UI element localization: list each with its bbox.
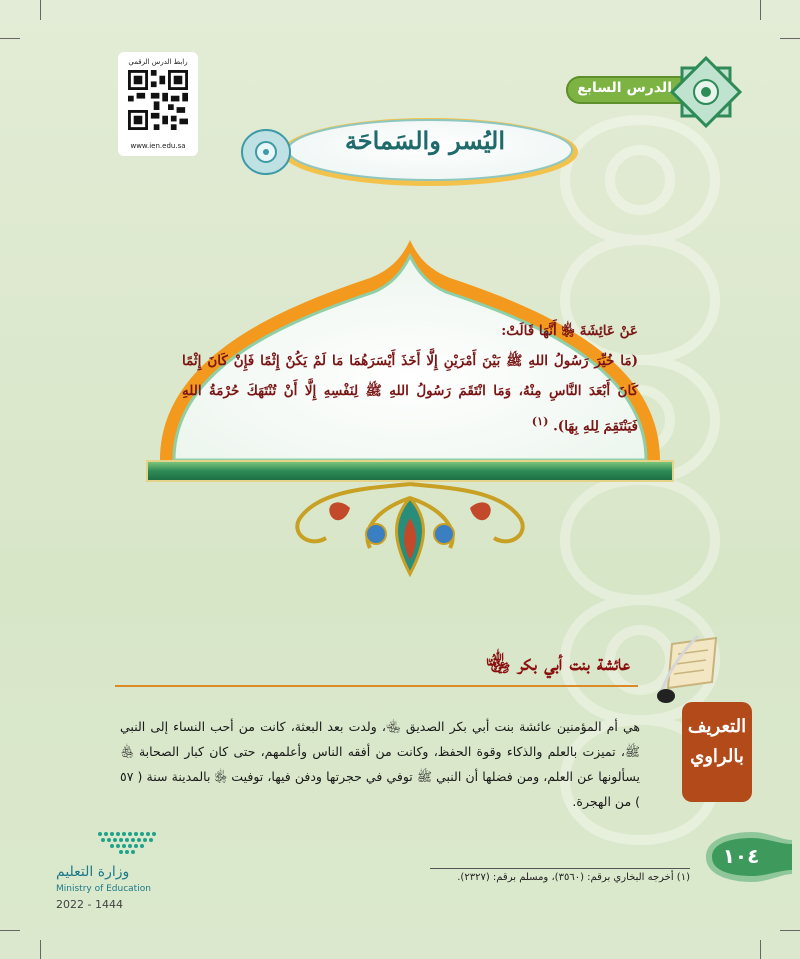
page-number: ١٠٤ xyxy=(722,844,760,868)
qr-caption: رابط الدرس الرقمي xyxy=(128,58,188,66)
qr-code-panel[interactable] xyxy=(118,52,198,156)
arabesque-ornament-icon xyxy=(280,478,540,578)
footnote-separator xyxy=(430,868,690,869)
qr-code-icon[interactable] xyxy=(128,70,188,130)
crop-mark xyxy=(0,930,20,931)
hadith-intro: عَنْ عَائِشَةَ ﵂ أَنَّهَا قَالَتْ: xyxy=(501,323,638,339)
narrator-heading: عائشة بنت أبي بكر ﵄ xyxy=(485,650,630,675)
star-ornament-icon xyxy=(666,52,746,132)
ministry-logo-icon xyxy=(94,828,164,862)
footnote-text: (١) أخرجه البخاري برقم: (٣٥٦٠)، ومسلم برقم: (٢٣٢٧). xyxy=(457,872,690,883)
lesson-title: اليُسر والسَماحَة xyxy=(344,126,506,155)
hadith-footnote-ref[interactable]: (١) xyxy=(531,414,549,428)
narrator-bio: هي أم المؤمنين عائشة بنت أبي بكر الصديق ﵄، ولدت بعد البعثة، كانت من أحب النساء إلى النبي ﷺ، تميزت بالعلم والذكاء وقوة الحفظ، وكانت من أفقه الناس وأعلمهم، حتى كان كبار الصحابة ﵃ يسألونها عن العلم، ومن فضلها أن النبي ﷺ توفي في حجرتها ودفن فيها، توفيت ﵂ بالمدينة سنة ( ٥٧ ) من الهجرة. xyxy=(120,719,640,809)
quill-inkpot-icon xyxy=(654,634,724,704)
hadith-text-block xyxy=(182,316,638,442)
qr-url[interactable]: www.ien.edu.sa xyxy=(130,142,186,150)
side-tab-line1: التعريف xyxy=(687,716,747,737)
crop-mark xyxy=(40,0,41,20)
ministry-name-arabic: وزارة التعليم xyxy=(56,864,130,880)
crop-mark xyxy=(40,940,41,959)
section-divider xyxy=(115,685,638,687)
ministry-name-english: Ministry of Education xyxy=(56,884,151,894)
side-tab-line2: بالراوي xyxy=(690,746,744,767)
crop-mark xyxy=(0,38,20,39)
hadith-body: (مَا خُيِّرَ رَسُولُ اللهِ ﷺ بَيْنَ أَمْرَيْنِ إِلَّا أَخَذَ أَيْسَرَهُمَا مَا لَمْ يَكُنْ إِثْمًا فَإِنْ كَانَ إِثْمًا كَانَ أَبْعَدَ النَّاسِ مِنْهُ، وَمَا انْتَقَمَ رَسُولُ اللهِ ﷺ لِنَفْسِهِ إِلَّا أَنْ تُنْتَهَكَ حُرْمَةُ اللهِ فَيَنْتَقِمَ لِلهِ بِهَا). xyxy=(182,353,638,435)
lesson-label: الدرس السابع xyxy=(577,80,672,96)
edition-year: 2022 - 1444 xyxy=(56,898,123,911)
